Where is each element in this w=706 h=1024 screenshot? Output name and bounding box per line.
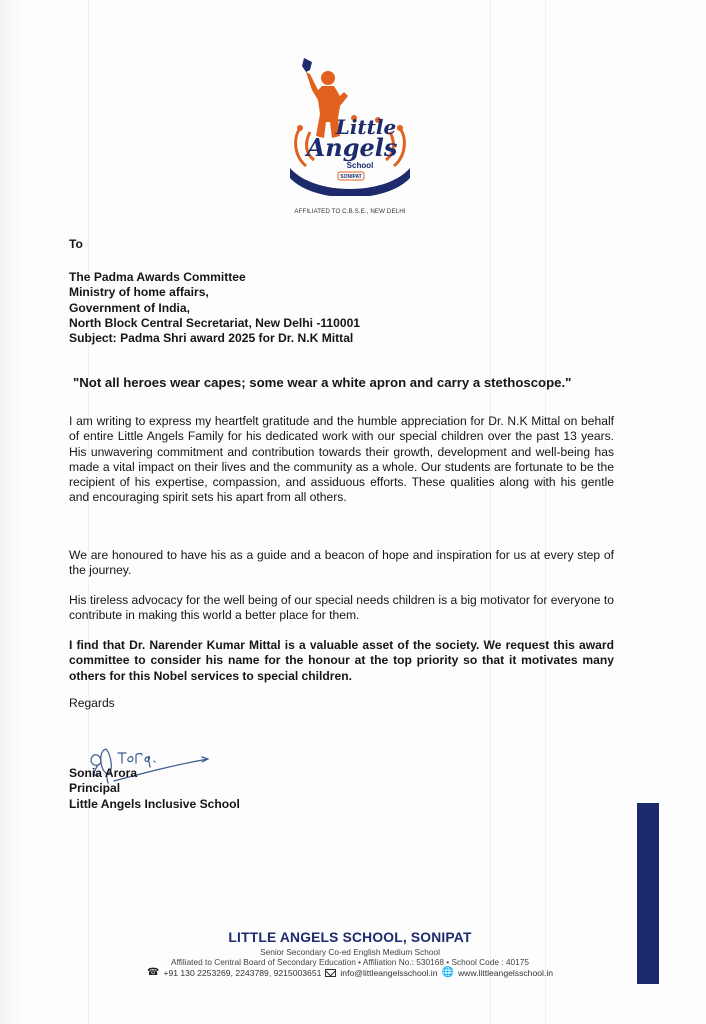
affiliation-caption: AFFILIATED TO C.B.S.E., NEW DELHI bbox=[294, 208, 406, 215]
address-line: North Block Central Secretariat, New Delhi -110001 bbox=[69, 315, 361, 330]
subject-line: Subject: Padma Shri award 2025 for Dr. N.K Mittal bbox=[69, 331, 354, 346]
scan-line bbox=[490, 0, 491, 1024]
footer-school-name: LITTLE ANGELS SCHOOL, SONIPAT bbox=[228, 930, 472, 945]
salutation: To bbox=[69, 237, 83, 251]
body-paragraph: His tireless advocacy for the well being of our special needs children is a big motivator for everyone to contribute in making this world a better place for them. bbox=[69, 593, 614, 623]
signatory-organization: Little Angels Inclusive School bbox=[69, 796, 240, 811]
globe-icon: 🌐 bbox=[441, 967, 454, 978]
address-line: Government of India, bbox=[69, 300, 190, 315]
scan-line bbox=[545, 0, 546, 1024]
address-line: Ministry of home affairs, bbox=[69, 285, 209, 300]
phone-icon: ☎ bbox=[146, 967, 160, 978]
scan-line bbox=[88, 0, 89, 1024]
scan-edge-shadow bbox=[0, 0, 22, 1024]
signatory-title: Principal bbox=[69, 781, 121, 796]
footer-email[interactable]: info@littleangelsschool.in bbox=[340, 968, 438, 978]
footer-website[interactable]: www.littleangelsschool.in bbox=[457, 968, 554, 978]
footer-contact bbox=[100, 968, 600, 978]
svg-text:Angels: Angels bbox=[306, 133, 398, 162]
quote: "Not all heroes wear capes; some wear a white apron and carry a stethoscope." bbox=[73, 375, 572, 390]
body-paragraph-request: I find that Dr. Narender Kumar Mittal is a valuable asset of the society. We request this award committee to consider his name for the honour at the top priority so that it motivates many others for this Nobel services to special children. bbox=[69, 638, 614, 683]
closing: Regards bbox=[69, 696, 115, 710]
signatory-name: Sonia Arora bbox=[69, 766, 138, 780]
recipient-address bbox=[69, 270, 360, 346]
signatory-block bbox=[69, 766, 240, 812]
svg-text:Little: Little bbox=[335, 115, 397, 139]
footer-affiliation: Affiliated to Central Board of Secondary Education • Affiliation No.: 530168 • School Code : 40175 bbox=[171, 957, 529, 967]
body-paragraph: We are honoured to have his as a guide and a beacon of hope and inspiration for us at every step of the journey. bbox=[69, 548, 614, 578]
accent-bar bbox=[637, 803, 659, 984]
email-icon bbox=[325, 969, 336, 977]
address-line: The Padma Awards Committee bbox=[69, 270, 246, 284]
svg-text:School: School bbox=[346, 161, 374, 170]
letterhead-footer bbox=[100, 930, 600, 978]
school-logo bbox=[284, 56, 416, 196]
body-paragraph: I am writing to express my heartfelt gratitude and the humble appreciation for Dr. N.K Mittal on behalf of entire Little Angels Family for his dedicated work with our special children over the past 13 years. His unwavering commitment and contribution towards their growth, development and well-being has made a vital impact on their lives and the community as a whole. Our students are fortunate to be the recipient of his expertise, compassion, and assiduous efforts. These qualities along with his gentle and encouraging spirit sets his apart from all others. bbox=[69, 414, 614, 505]
footer-phone: +91 130 2253269, 2243789, 9215003651 bbox=[163, 968, 322, 978]
svg-text:SONIPAT: SONIPAT bbox=[340, 174, 362, 180]
footer-subtitle: Senior Secondary Co-ed English Medium School bbox=[260, 947, 440, 957]
